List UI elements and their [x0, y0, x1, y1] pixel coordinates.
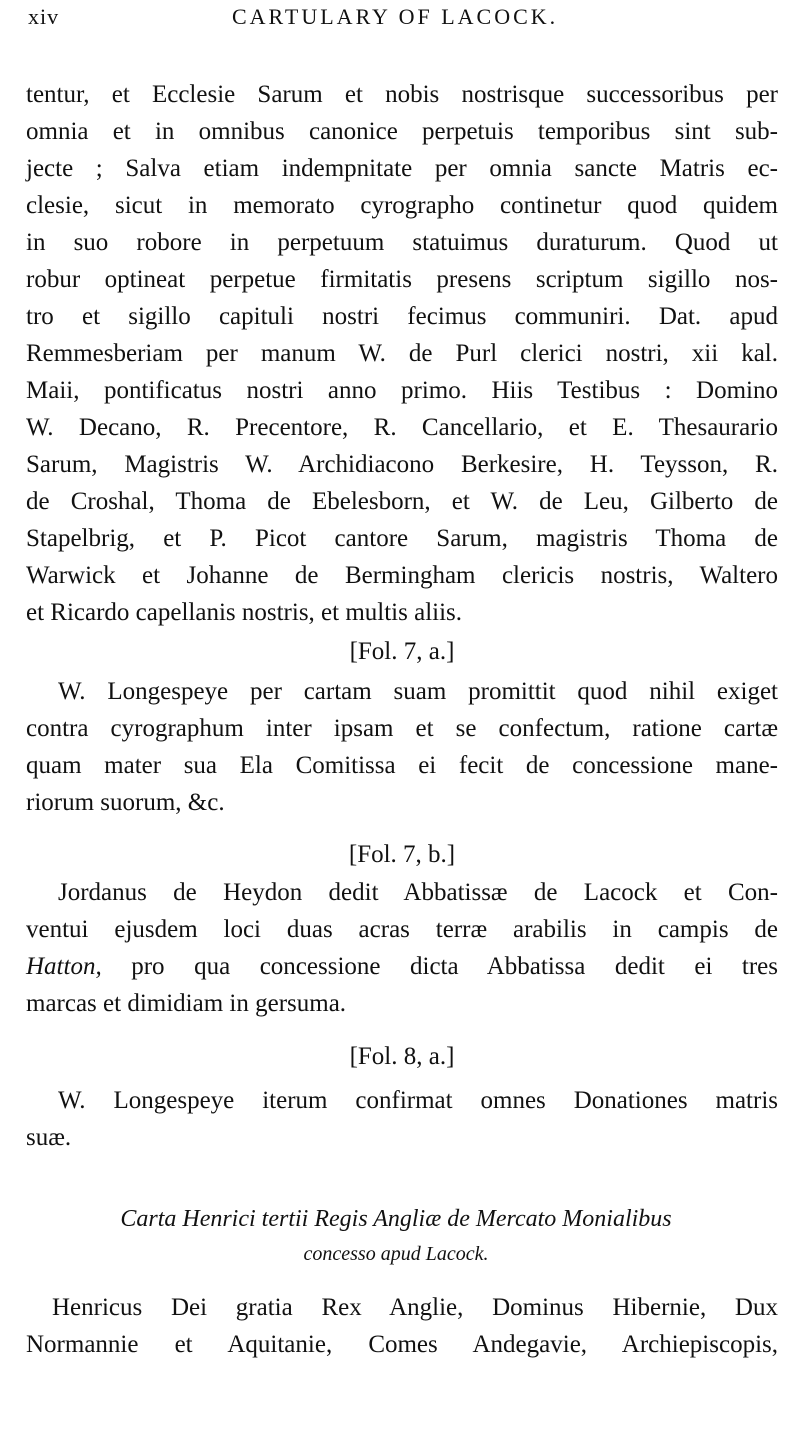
- folio-heading-8a: [26, 1038, 778, 1075]
- folio-heading-7b: [26, 836, 778, 873]
- text-line: Normannie et Aquitanie, Comes Andegavie, Archiepiscopis,: [26, 1331, 778, 1358]
- paragraph-1: [26, 76, 778, 631]
- text-line: robur optineat perpetue firmitatis presens scriptum sigillo nos-: [26, 266, 778, 293]
- text-line: et Ricardo capellanis nostris, et multis aliis.: [26, 599, 463, 626]
- text-line: W. Longespeye iterum confirmat omnes Donationes matris: [58, 1087, 778, 1114]
- text-line: Warwick et Johanne de Bermingham clericis nostris, Waltero: [26, 562, 778, 589]
- folio-reference: [Fol. 7, b.]: [348, 841, 456, 868]
- text-line: omnia et in omnibus canonice perpetuis temporibus sint sub-: [26, 118, 778, 145]
- text-line: contra cyrographum inter ipsam et se confectum, ratione cartæ: [26, 715, 778, 742]
- text-line: Jordanus de Heydon dedit Abbatissæ de Lacock et Con-: [58, 879, 778, 906]
- text-line: Remmesberiam per manum W. de Purl clerici nostri, xii kal.: [26, 340, 778, 367]
- page-number: xiv: [28, 4, 60, 29]
- text-line: clesie, sicut in memorato cyrographo continetur quod quidem: [26, 192, 778, 219]
- text-line: Maii, pontificatus nostri anno primo. Hiis Testibus : Domino: [26, 377, 778, 404]
- text-line: riorum suorum, &c.: [26, 789, 225, 816]
- text-span: pro qua concessione dicta Abbatissa dedit ei tres: [131, 953, 779, 980]
- text-line: tentur, et Ecclesie Sarum et nobis nostrisque successoribus per: [26, 81, 778, 108]
- text-line: W. Longespeye per cartam suam promittit quod nihil exiget: [58, 678, 778, 705]
- paragraph-4: [26, 1082, 778, 1156]
- charter-title-line: concesso apud Lacock.: [303, 1243, 489, 1265]
- running-header: [0, 4, 800, 34]
- text-line: jecte ; Salva etiam indempnitate per omnia sancte Matris ec-: [26, 155, 778, 182]
- text-line: Stapelbrig, et P. Picot cantore Sarum, magistris Thoma de: [26, 525, 778, 552]
- folio-reference: [Fol. 7, a.]: [349, 638, 455, 665]
- text-line: quam mater sua Ela Comitissa ei fecit de concessione mane-: [26, 752, 778, 779]
- text-line: de Croshal, Thoma de Ebelesborn, et W. de Leu, Gilberto de: [26, 488, 778, 515]
- text-line: W. Decano, R. Precentore, R. Cancellario, et E. Thesaurario: [26, 414, 778, 441]
- folio-reference: [Fol. 8, a.]: [349, 1043, 455, 1070]
- text-line: [26, 948, 778, 985]
- text-line: suæ.: [26, 1124, 72, 1151]
- folio-heading-7a: [26, 633, 778, 670]
- text-line: Henricus Dei gratia Rex Anglie, Dominus Hibernie, Dux: [52, 1294, 778, 1321]
- running-title: CARTULARY OF LACOCK.: [232, 4, 559, 29]
- text-line: Sarum, Magistris W. Archidiacono Berkesire, H. Teysson, R.: [26, 451, 778, 478]
- paragraph-2: [26, 673, 778, 821]
- charter-title-line: Carta Henrici tertii Regis Angliæ de Mercato Monialibus: [120, 1206, 672, 1232]
- text-line: ventui ejusdem loci duas acras terræ arabilis in campis de: [26, 916, 778, 943]
- place-name: Hatton,: [26, 953, 102, 980]
- paragraph-5: [26, 1289, 778, 1363]
- text-line: marcas et dimidiam in gersuma.: [26, 990, 347, 1017]
- charter-title: [20, 1202, 772, 1272]
- paragraph-3: [26, 874, 778, 1022]
- text-line: tro et sigillo capituli nostri fecimus communiri. Dat. apud: [26, 303, 778, 330]
- text-line: in suo robore in perpetuum statuimus duraturum. Quod ut: [26, 229, 778, 256]
